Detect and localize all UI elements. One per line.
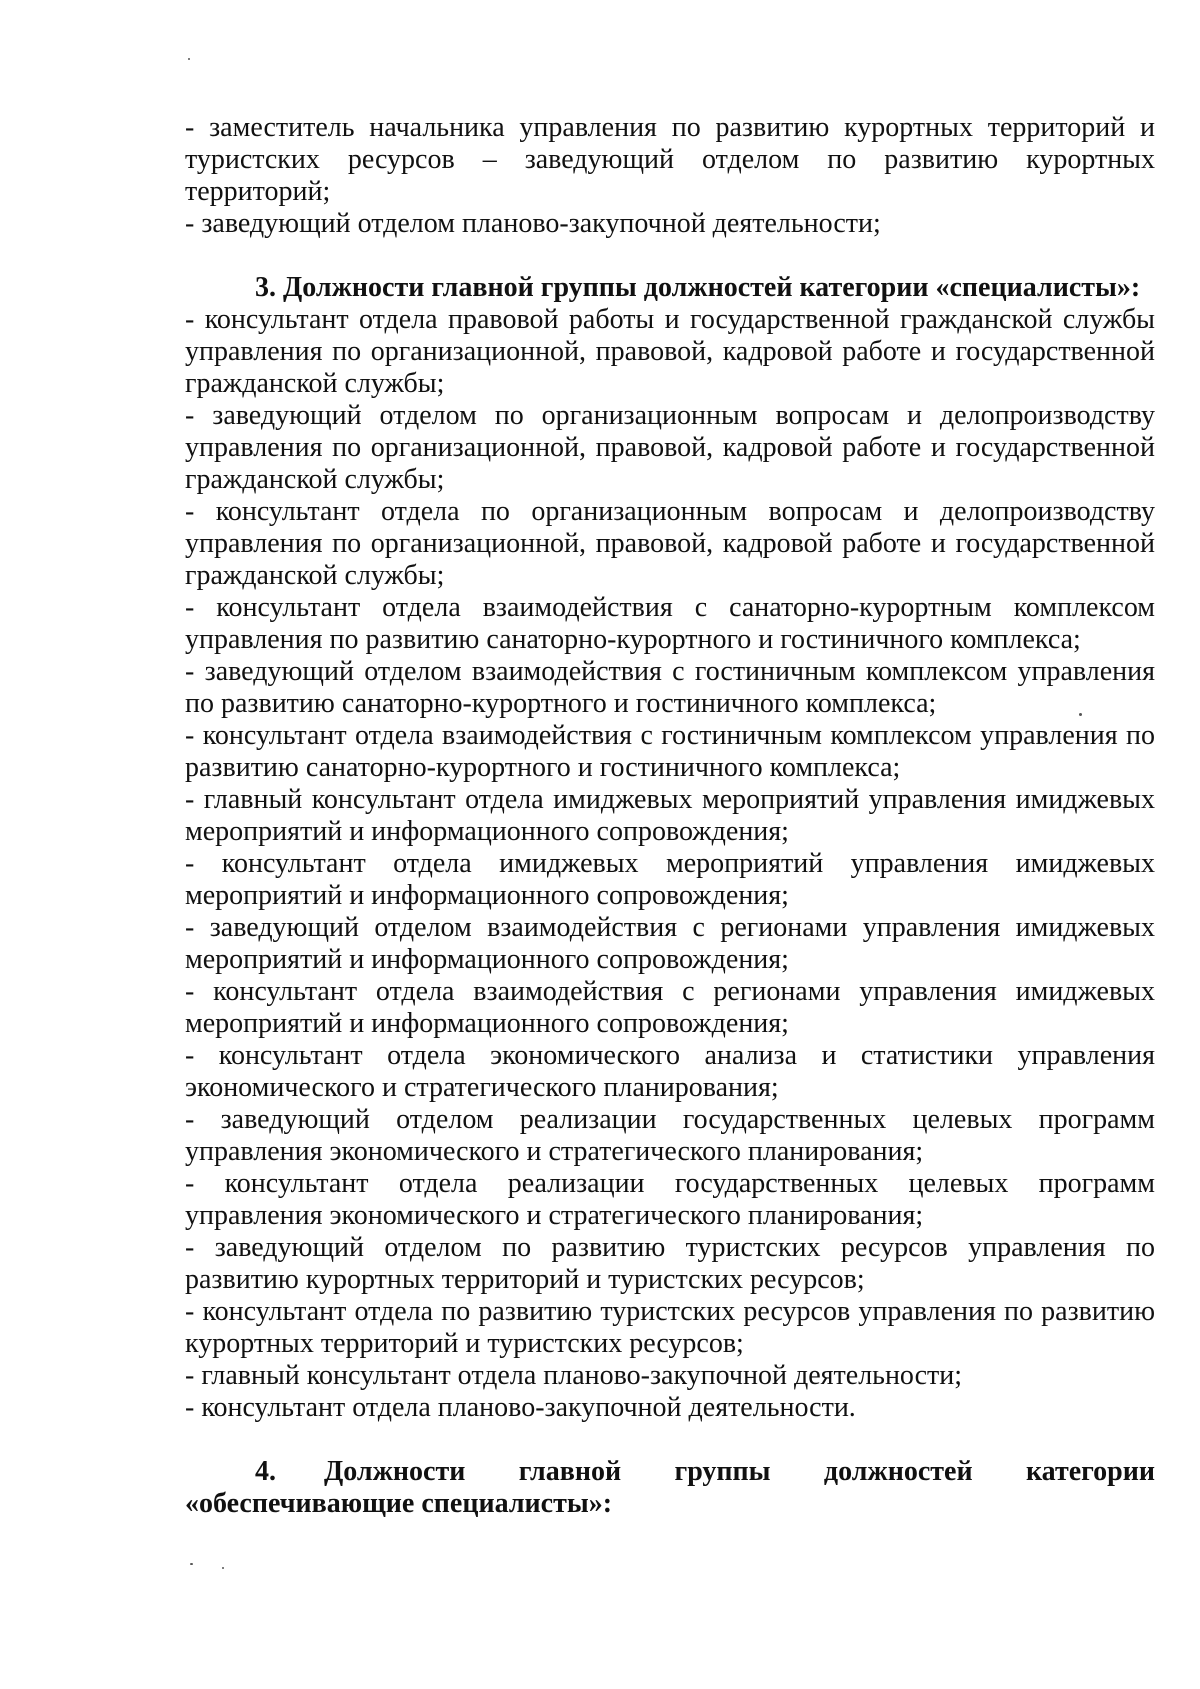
list-item: - консультант отдела взаимодействия с регионами управления имиджевых мероприятий и информационного сопровождения; <box>185 976 1155 1039</box>
list-item: - консультант отдела экономического анализа и статистики управления экономического и стратегического планирования; <box>185 1040 1155 1103</box>
section-3-title: 3. Должности главной группы должностей категории «специалисты»: <box>255 272 1141 303</box>
list-item: - заместитель начальника управления по развитию курортных территорий и туристских ресурсов – заведующий отделом по развитию курортных территорий; <box>185 112 1155 207</box>
list-item: - заведующий отделом взаимодействия с гостиничным комплексом управления по развитию санаторно-курортного и гостиничного комплекса; <box>185 656 1155 719</box>
list-item: - консультант отдела имиджевых мероприятий управления имиджевых мероприятий и информационного сопровождения; <box>185 848 1155 911</box>
section-4-title-text: Должности главной группы должностей категории «обеспечивающие специалисты»: <box>185 1456 1155 1519</box>
list-item: - консультант отдела реализации государственных целевых программ управления экономического и стратегического планирования; <box>185 1168 1155 1231</box>
scan-speck <box>222 1567 224 1569</box>
list-item: - консультант отдела по развитию туристских ресурсов управления по развитию курортных территорий и туристских ресурсов; <box>185 1296 1155 1359</box>
list-item: - заведующий отделом по организационным вопросам и делопроизводству управления по организационной, правовой, кадровой работе и государственной гражданской службы; <box>185 400 1155 495</box>
section-3-list <box>185 304 1155 1424</box>
list-item: - консультант отдела правовой работы и государственной гражданской службы управления по организационной, правовой, кадровой работе и государственной гражданской службы; <box>185 304 1155 399</box>
list-item: - заведующий отделом планово-закупочной деятельности; <box>185 208 881 239</box>
section-4-title <box>185 1456 1155 1520</box>
scan-speck <box>190 1563 193 1565</box>
list-item: - заведующий отделом реализации государственных целевых программ управления экономического и стратегического планирования; <box>185 1104 1155 1167</box>
list-item: - заведующий отделом взаимодействия с регионами управления имиджевых мероприятий и информационного сопровождения; <box>185 912 1155 975</box>
list-item: - консультант отдела по организационным вопросам и делопроизводству управления по организационной, правовой, кадровой работе и государственной гражданской службы; <box>185 496 1155 591</box>
list-item: - главный консультант отдела планово-закупочной деятельности; <box>185 1360 963 1391</box>
list-item: - консультант отдела планово-закупочной деятельности. <box>185 1392 856 1423</box>
list-item: - главный консультант отдела имиджевых мероприятий управления имиджевых мероприятий и информационного сопровождения; <box>185 784 1155 847</box>
scan-speck <box>188 58 190 60</box>
list-item: - консультант отдела взаимодействия с гостиничным комплексом управления по развитию санаторно-курортного и гостиничного комплекса; <box>185 720 1155 783</box>
list-item: - консультант отдела взаимодействия с санаторно-курортным комплексом управления по развитию санаторно-курортного и гостиничного комплекса; <box>185 592 1155 655</box>
list-item: - заведующий отделом по развитию туристских ресурсов управления по развитию курортных территорий и туристских ресурсов; <box>185 1232 1155 1295</box>
scan-speck <box>1079 713 1082 716</box>
section-4-number: 4. <box>255 1456 276 1487</box>
document-page <box>185 112 1155 1520</box>
